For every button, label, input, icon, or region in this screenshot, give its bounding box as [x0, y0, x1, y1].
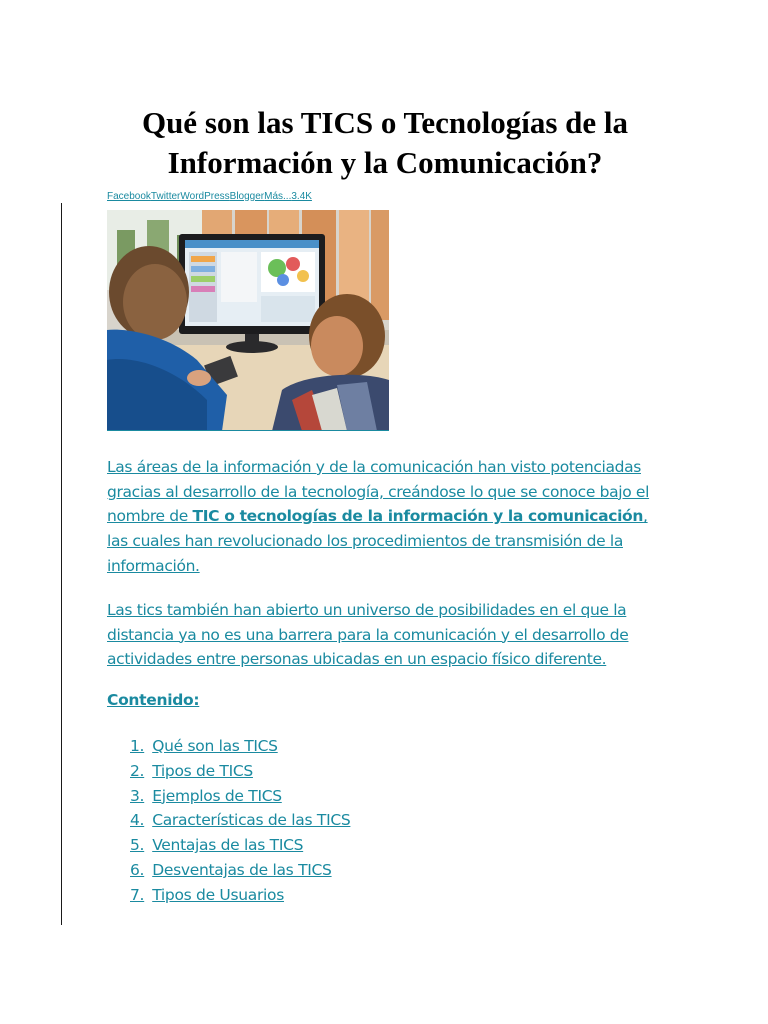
toc-number: 3. [130, 786, 145, 805]
share-bar [107, 191, 312, 202]
toc-label: Ventajas de las TICS [152, 836, 304, 855]
intro-paragraph[interactable] [107, 455, 662, 579]
toc-label: Características de las TICS [152, 811, 351, 830]
toc-number: 1. [130, 737, 145, 755]
toc-item-desventajas[interactable] [130, 858, 350, 883]
second-paragraph[interactable]: Las tics también han abierto un universo de posibilidades en el que la distancia ya no es una barrera para la comunicación y el desarrollo de actividades entre personas ubicadas en un espacio físico diferente. [107, 601, 629, 669]
toc-label: Tipos de TICS [152, 761, 253, 780]
toc-item-caracteristicas[interactable] [130, 808, 350, 833]
toc-item-usuarios[interactable] [130, 883, 350, 908]
share-wordpress-link[interactable]: WordPress [180, 191, 230, 202]
intro-text-b: , las cuales han revolucionado los procedimientos de transmisión de la información. [107, 507, 648, 575]
article-photo[interactable] [107, 210, 389, 431]
toc-item-ejemplos[interactable] [130, 784, 350, 809]
toc-label: Ejemplos de TICS [152, 786, 282, 805]
toc-label: Qué son las TICS [152, 737, 278, 755]
toc-number: 7. [130, 885, 145, 904]
share-twitter-link[interactable]: Twitter [150, 191, 181, 202]
toc-heading[interactable]: Contenido: [107, 691, 200, 709]
toc-label: Desventajas de las TICS [152, 860, 332, 879]
share-count[interactable]: 3.4K [291, 191, 312, 202]
margin-line [61, 203, 62, 925]
toc-number: 2. [130, 761, 145, 780]
toc-label: Tipos de Usuarios [152, 885, 285, 904]
photo-illustration [107, 210, 389, 431]
share-facebook-link[interactable]: Facebook [107, 191, 151, 202]
page-title: Qué son las TICS o Tecnologías de la Información y la Comunicación? [141, 105, 629, 180]
intro-text-bold: TIC o tecnologías de la información y la comunicación [192, 507, 644, 526]
table-of-contents [130, 734, 350, 908]
share-blogger-link[interactable]: Blogger [229, 191, 265, 202]
toc-number: 6. [130, 860, 145, 879]
toc-number: 4. [130, 811, 145, 830]
intro-text-a: Las áreas de la información y de la comunicación han visto potenciadas gracias al desarrollo de la tecnología, creándose lo que se conoce bajo el nombre de [107, 458, 650, 526]
share-more-link[interactable]: Más... [264, 191, 292, 202]
toc-number: 5. [130, 836, 145, 855]
photo-link-underline [107, 430, 389, 431]
toc-item-que-son[interactable] [130, 734, 350, 759]
toc-item-tipos[interactable] [130, 759, 350, 784]
toc-item-ventajas[interactable] [130, 833, 350, 858]
